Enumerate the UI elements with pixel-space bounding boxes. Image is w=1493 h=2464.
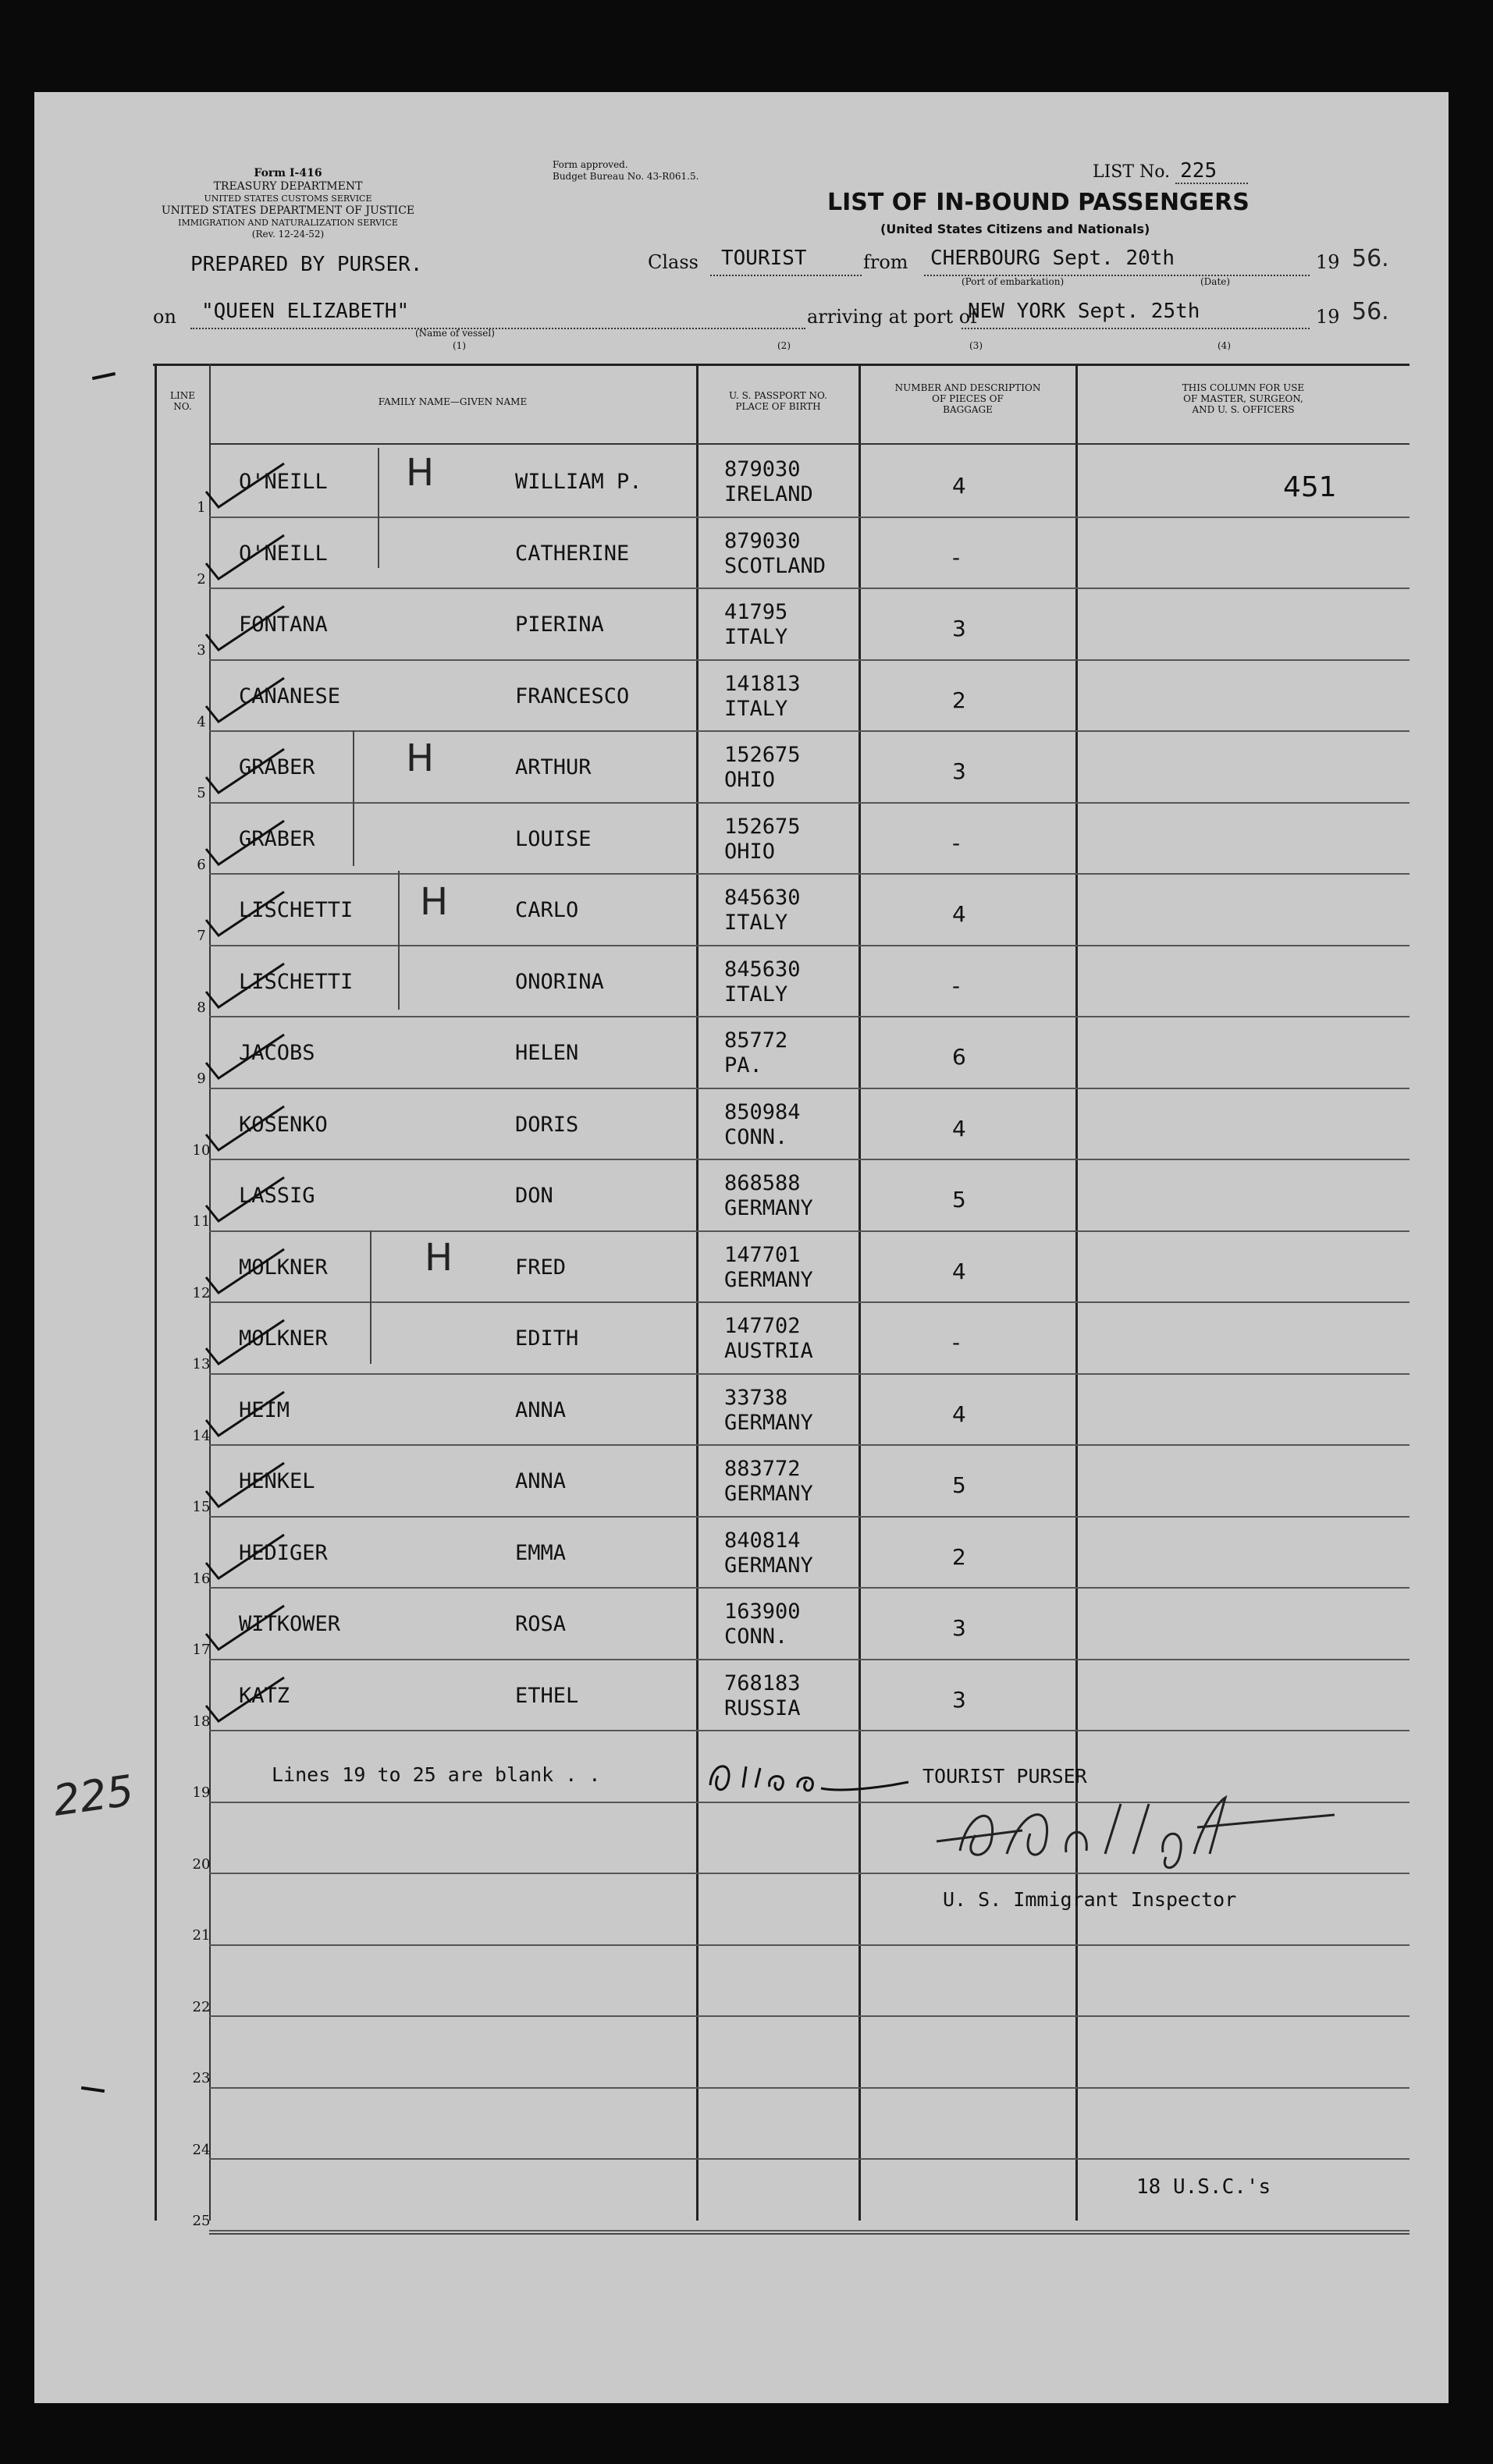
given-name: ANNA <box>515 1469 567 1493</box>
baggage-count: - <box>952 1330 961 1355</box>
col-divider-baggage <box>1075 364 1078 2221</box>
document-title: LIST OF IN-BOUND PASSENGERS <box>827 189 1249 216</box>
row-divider <box>209 2015 1409 2017</box>
row-divider <box>209 873 1409 875</box>
family-mark-molkner: H <box>425 1236 453 1280</box>
given-name: CARLO <box>515 898 579 922</box>
given-name: HELEN <box>515 1041 579 1065</box>
line-number: 8 <box>197 999 206 1016</box>
line-number: 15 <box>192 1499 211 1515</box>
row-divider <box>209 1230 1409 1232</box>
family-name: MOLKNER <box>239 1326 328 1351</box>
place-of-birth: GERMANY <box>724 1196 813 1220</box>
document-subtitle: (United States Citizens and Nationals) <box>880 222 1150 236</box>
baggage-count: 3 <box>952 1686 966 1713</box>
row-divider <box>209 2158 1409 2160</box>
place-of-birth: ITALY <box>724 982 788 1007</box>
table-left-border <box>155 364 157 2221</box>
given-name: ANNA <box>515 1397 567 1422</box>
passport-number: 868588 <box>724 1171 801 1195</box>
form-department-block <box>151 167 425 240</box>
place-of-birth: OHIO <box>724 839 776 864</box>
from-value: CHERBOURG Sept. 20th <box>930 247 1175 270</box>
line-number: 7 <box>197 928 206 944</box>
row-divider <box>209 1587 1409 1589</box>
line-number: 20 <box>192 1855 211 1873</box>
row-divider <box>209 1659 1409 1660</box>
line-number: 1 <box>197 499 206 516</box>
col-num-4: (4) <box>1218 340 1231 351</box>
family-name: LASSIG <box>239 1184 315 1208</box>
line-number: 3 <box>197 642 206 659</box>
baggage-count: 4 <box>952 1258 966 1284</box>
line-number: 9 <box>197 1070 206 1087</box>
from-label: from <box>863 251 908 273</box>
family-name: HEIM <box>239 1397 290 1422</box>
row-divider <box>209 1016 1409 1017</box>
place-of-birth: GERMANY <box>724 1267 813 1292</box>
place-of-birth: AUSTRIA <box>724 1339 813 1363</box>
baggage-count: 5 <box>952 1472 966 1498</box>
line-number: 6 <box>197 856 206 873</box>
line-number: 14 <box>192 1427 211 1444</box>
budget-bureau: Budget Bureau No. 43-R061.5. <box>553 171 699 182</box>
line-number: 25 <box>192 2213 211 2229</box>
header-officers: THIS COLUMN FOR USE OF MASTER, SURGEON, AND U. S. OFFICERS <box>1182 382 1305 415</box>
immigrant-inspector: U. S. Immigrant Inspector <box>943 1888 1237 1911</box>
family-bracket-oneill <box>378 448 379 568</box>
place-of-birth: IRELAND <box>724 482 813 506</box>
given-name: FRED <box>515 1255 567 1280</box>
line-number: 18 <box>192 1713 211 1730</box>
list-label: LIST No. <box>1093 162 1171 182</box>
form-number: Form I-416 <box>254 167 322 179</box>
baggage-count: 3 <box>952 616 966 641</box>
family-name: HENKEL <box>239 1469 315 1493</box>
row-divider <box>209 730 1409 732</box>
baggage-count: - <box>952 829 961 856</box>
row-divider <box>209 1730 1409 1731</box>
year-prefix-2: 19 <box>1316 306 1340 328</box>
blank-lines-note: Lines 19 to 25 are blank . . <box>272 1763 601 1786</box>
vessel-caption: (Name of vessel) <box>415 328 495 339</box>
line-number: 24 <box>192 2141 211 2158</box>
given-name: LOUISE <box>515 826 592 851</box>
family-name: JACOBS <box>239 1041 315 1065</box>
row-divider <box>209 659 1409 661</box>
baggage-count: 4 <box>952 1401 966 1427</box>
row-divider <box>209 1373 1409 1375</box>
line-number: 2 <box>197 570 206 588</box>
prepared-by: PREPARED BY PURSER. <box>190 253 423 276</box>
line-number: 21 <box>192 1927 211 1944</box>
place-of-birth: PA. <box>724 1053 762 1078</box>
place-of-birth: OHIO <box>724 768 776 792</box>
given-name: EDITH <box>515 1326 579 1351</box>
family-name: O'NEILL <box>239 470 328 494</box>
on-label: on <box>153 306 176 328</box>
baggage-count: 3 <box>952 1615 966 1641</box>
table-top-border <box>153 364 1409 366</box>
given-name: FRANCESCO <box>515 683 630 708</box>
passport-number: 141813 <box>724 671 801 696</box>
customs-service: UNITED STATES CUSTOMS SERVICE <box>204 193 372 204</box>
family-bracket-molkner <box>370 1231 371 1364</box>
family-name: HEDIGER <box>239 1540 328 1565</box>
family-name: LISCHETTI <box>239 898 354 922</box>
passport-number: 883772 <box>724 1457 801 1481</box>
given-name: EMMA <box>515 1540 567 1565</box>
family-name: GRABER <box>239 755 315 779</box>
passport-number: 840814 <box>724 1528 801 1553</box>
family-mark-graber: H <box>406 737 435 780</box>
vessel-dots <box>190 328 805 329</box>
row-divider <box>209 1944 1409 1946</box>
header-passport: U. S. PASSPORT NO. PLACE OF BIRTH <box>729 390 827 412</box>
given-name: ONORINA <box>515 969 604 994</box>
tourist-purser: TOURIST PURSER <box>922 1765 1087 1788</box>
passport-number: 147702 <box>724 1314 801 1338</box>
line-number: 16 <box>192 1570 211 1587</box>
passport-number: 152675 <box>724 814 801 839</box>
row-divider <box>209 1159 1409 1160</box>
row-divider <box>209 2087 1409 2089</box>
header-bottom-border <box>209 443 1409 445</box>
col-num-3: (3) <box>969 340 983 351</box>
family-name: CANANESE <box>239 683 341 708</box>
year-2: 56. <box>1352 298 1389 325</box>
row-divider <box>209 1088 1409 1089</box>
row-divider <box>209 2230 1409 2231</box>
place-of-birth: CONN. <box>724 1124 788 1149</box>
passport-number: 768183 <box>724 1670 801 1695</box>
date-caption: (Date) <box>1200 276 1231 287</box>
arriving-label: arriving at port of <box>807 306 978 328</box>
family-mark-oneill: H <box>406 451 435 495</box>
baggage-count: 5 <box>952 1187 966 1212</box>
class-value: TOURIST <box>721 247 807 270</box>
margin-tick-bottom <box>81 2086 105 2093</box>
arrival-dots <box>962 328 1310 329</box>
row-divider <box>209 1444 1409 1446</box>
place-of-birth: GERMANY <box>724 1410 813 1435</box>
list-number-value: 225 <box>1175 159 1248 184</box>
family-name: GRABER <box>239 826 315 851</box>
passport-number: 85772 <box>724 1028 788 1053</box>
passport-number: 850984 <box>724 1099 801 1124</box>
purser-signature <box>704 1745 930 1799</box>
line-number: 23 <box>192 2070 211 2086</box>
baggage-count: 3 <box>952 758 966 784</box>
family-name: KATZ <box>239 1683 290 1708</box>
col-divider-name <box>696 364 699 2221</box>
given-name: DON <box>515 1184 553 1208</box>
row-divider <box>209 802 1409 804</box>
family-mark-lischetti: H <box>420 880 449 924</box>
col-num-1: (1) <box>453 340 466 351</box>
place-of-birth: GERMANY <box>724 1482 813 1506</box>
baggage-count: 6 <box>952 1044 966 1070</box>
line-number: 10 <box>192 1141 211 1159</box>
baggage-count: 2 <box>952 1543 966 1570</box>
form-approved: Form approved. <box>553 159 628 170</box>
family-bracket-graber <box>353 730 354 866</box>
place-of-birth: CONN. <box>724 1624 788 1649</box>
year-1: 56. <box>1352 245 1389 272</box>
given-name: ARTHUR <box>515 755 592 779</box>
arrival-value: NEW YORK Sept. 25th <box>968 300 1200 323</box>
header-name: FAMILY NAME—GIVEN NAME <box>378 396 528 407</box>
baggage-count: - <box>952 544 961 570</box>
given-name: PIERINA <box>515 612 604 637</box>
class-label: Class <box>648 251 699 273</box>
family-name: WITKOWER <box>239 1612 341 1636</box>
approval-block <box>553 159 699 183</box>
row-divider <box>209 517 1409 518</box>
year-prefix-1: 19 <box>1316 251 1340 273</box>
passport-number: 879030 <box>724 457 801 481</box>
baggage-count: 4 <box>952 1115 966 1141</box>
line-number: 19 <box>192 1784 211 1801</box>
passport-number: 33738 <box>724 1385 788 1410</box>
place-of-birth: ITALY <box>724 696 788 721</box>
family-name: MOLKNER <box>239 1255 328 1280</box>
inspector-signature <box>929 1787 1366 1880</box>
col-num-2: (2) <box>777 340 791 351</box>
family-name: LISCHETTI <box>239 969 354 994</box>
document-page <box>34 92 1449 2403</box>
vessel-name: "QUEEN ELIZABETH" <box>201 300 410 323</box>
margin-list-number: 225 <box>50 1766 137 1826</box>
given-name: ETHEL <box>515 1683 579 1708</box>
passport-number: 879030 <box>724 528 801 553</box>
family-name: FONTANA <box>239 612 328 637</box>
class-dots <box>710 275 862 276</box>
passport-number: 845630 <box>724 886 801 910</box>
baggage-count: 4 <box>952 901 966 927</box>
row-divider <box>209 588 1409 589</box>
family-bracket-lischetti <box>398 871 400 1010</box>
baggage-count: - <box>952 972 961 999</box>
given-name: CATHERINE <box>515 541 630 566</box>
table-bottom-border <box>209 2233 1409 2235</box>
officer-note: 451 <box>1283 471 1337 503</box>
line-number: 4 <box>197 713 206 730</box>
line-number: 17 <box>192 1642 211 1658</box>
line-number: 5 <box>197 785 206 801</box>
header-line-no: LINE NO. <box>170 390 195 412</box>
place-of-birth: ITALY <box>724 911 788 935</box>
col-divider-passport <box>858 364 861 2221</box>
place-of-birth: RUSSIA <box>724 1695 801 1720</box>
line-number: 11 <box>192 1213 211 1230</box>
header-baggage: NUMBER AND DESCRIPTION OF PIECES OF BAGGAGE <box>894 382 1041 415</box>
line-number: 22 <box>192 1998 211 2015</box>
line-number: 13 <box>192 1356 211 1372</box>
passport-number: 41795 <box>724 600 788 624</box>
passport-number: 845630 <box>724 957 801 982</box>
margin-tick-top <box>92 372 116 380</box>
passport-number: 152675 <box>724 743 801 767</box>
baggage-count: 4 <box>952 473 966 499</box>
total-citizens: 18 U.S.C.'s <box>1136 2175 1271 2199</box>
treasury-dept: TREASURY DEPARTMENT <box>213 180 363 193</box>
row-divider <box>209 1301 1409 1303</box>
row-divider <box>209 1516 1409 1518</box>
passport-number: 147701 <box>724 1242 801 1267</box>
given-name: WILLIAM P. <box>515 470 642 494</box>
line-number: 12 <box>192 1284 211 1301</box>
place-of-birth: GERMANY <box>724 1553 813 1578</box>
ins-service: IMMIGRATION AND NATURALIZATION SERVICE <box>178 218 398 228</box>
passport-number: 163900 <box>724 1599 801 1624</box>
baggage-count: 2 <box>952 687 966 713</box>
revision: (Rev. 12-24-52) <box>251 229 325 240</box>
given-name: DORIS <box>515 1112 579 1137</box>
port-caption: (Port of embarkation) <box>962 276 1065 287</box>
row-divider <box>209 945 1409 946</box>
place-of-birth: SCOTLAND <box>724 553 826 578</box>
justice-dept: UNITED STATES DEPARTMENT OF JUSTICE <box>161 204 415 217</box>
given-name: ROSA <box>515 1612 567 1636</box>
place-of-birth: ITALY <box>724 625 788 649</box>
family-name: KOSENKO <box>239 1112 328 1137</box>
list-number <box>1093 159 1248 183</box>
family-name: O'NEILL <box>239 541 328 566</box>
